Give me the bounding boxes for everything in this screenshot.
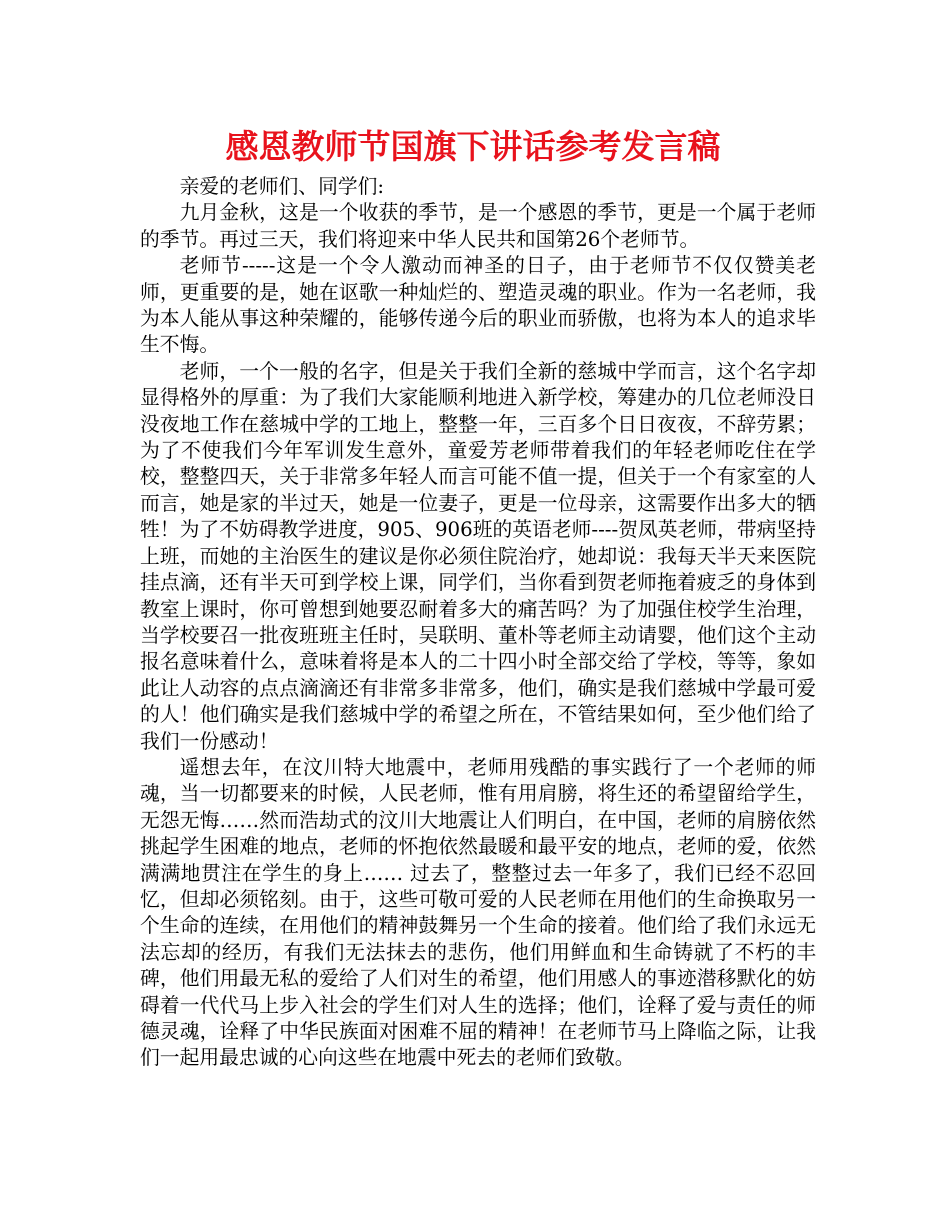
body-paragraph: 老师，一个一般的名字，但是关于我们全新的慈城中学而言，这个名字却显得格外的厚重：为了我们大家能顺利地进入新学校，筹建办的几位老师没日没夜地工作在慈城中学的工地上，整整一年，三百多个日日夜夜，不辞劳累；为了不使我们今年军训发生意外，童爱芳老师带着我们的年轻老师吃住在学校，整整四天，关于非常多年轻人而言可能不值一提，但关于一个有家室的人而言，她是家的半过天，她是一位妻子，更是一位母亲，这需要作出多大的牺牲！为了不妨碍教学进度，905、906班的英语老师----贺凤英老师，带病坚持上班，而她的主治医生的建议是你必须住院治疗，她却说：我每天半天来医院挂点滴，还有半天可到学校上课，同学们，当你看到贺老师拖着疲乏的身体到教室上课时，你可曾想到她要忍耐着多大的痛苦吗？为了加强住校学生治理，当学校要召一批夜班班主任时，吴联明、董朴等老师主动请婴，他们这个主动报名意味着什么，意味着将是本人的二十四小时全部交给了学校，等等，象如此让人动容的点点滴滴还有非常多非常多，他们，确实是我们慈城中学最可爱的人！他们确实是我们慈城中学的希望之所在，不管结果如何，至少他们给了我们一份感动！ (140, 359, 816, 753)
body-paragraph: 老师节-----这是一个令人激动而神圣的日子，由于老师节不仅仅赞美老师，更重要的是，她在讴歌一种灿烂的、塑造灵魂的职业。作为一名老师，我为本人能从事这种荣耀的，能够传递今后的职业而骄傲，也将为本人的追求毕生不悔。 (140, 254, 816, 357)
body-paragraph: 遥想去年，在汶川特大地震中，老师用残酷的事实践行了一个老师的师魂，当一切都要来的时候，人民老师，惟有用肩膀，将生还的希望留给学生，无怨无悔……然而浩劫式的汶川大地震让人们明白，在中国，老师的肩膀依然挑起学生困难的地点，老师的怀抱依然最暖和最平安的地点，老师的爱，依然满满地贯注在学生的身上…… 过去了，整整过去一年多了，我们已经不忍回忆，但却必须铭刻。由于，这些可敬可爱的人民老师在用他们的生命换取另一个生命的连续，在用他们的精神鼓舞另一个生命的接着。他们给了我们永远无法忘却的经历，有我们无法抹去的悲伤，他们用鲜血和生命铸就了不朽的丰碑，他们用最无私的爱给了人们对生的希望，他们用感人的事迹潜移默化的妨碍着一代代马上步入社会的学生们对人生的选择；他们，诠释了爱与责任的师德灵魂，诠释了中华民族面对困难不屈的精神！在老师节马上降临之际，让我们一起用最忠诚的心向这些在地震中死去的老师们致敬。 (140, 755, 816, 1070)
greeting-paragraph: 亲爱的老师们、同学们: (179, 175, 385, 198)
document-title: 感恩教师节国旗下讲话参考发言稿 (225, 127, 721, 166)
document-body (140, 174, 816, 1072)
document-page (140, 122, 816, 1072)
body-paragraph: 九月金秋，这是一个收获的季节，是一个感恩的季节，更是一个属于老师的季节。再过三天，我们将迎来中华人民共和国第26个老师节。 (140, 201, 816, 251)
